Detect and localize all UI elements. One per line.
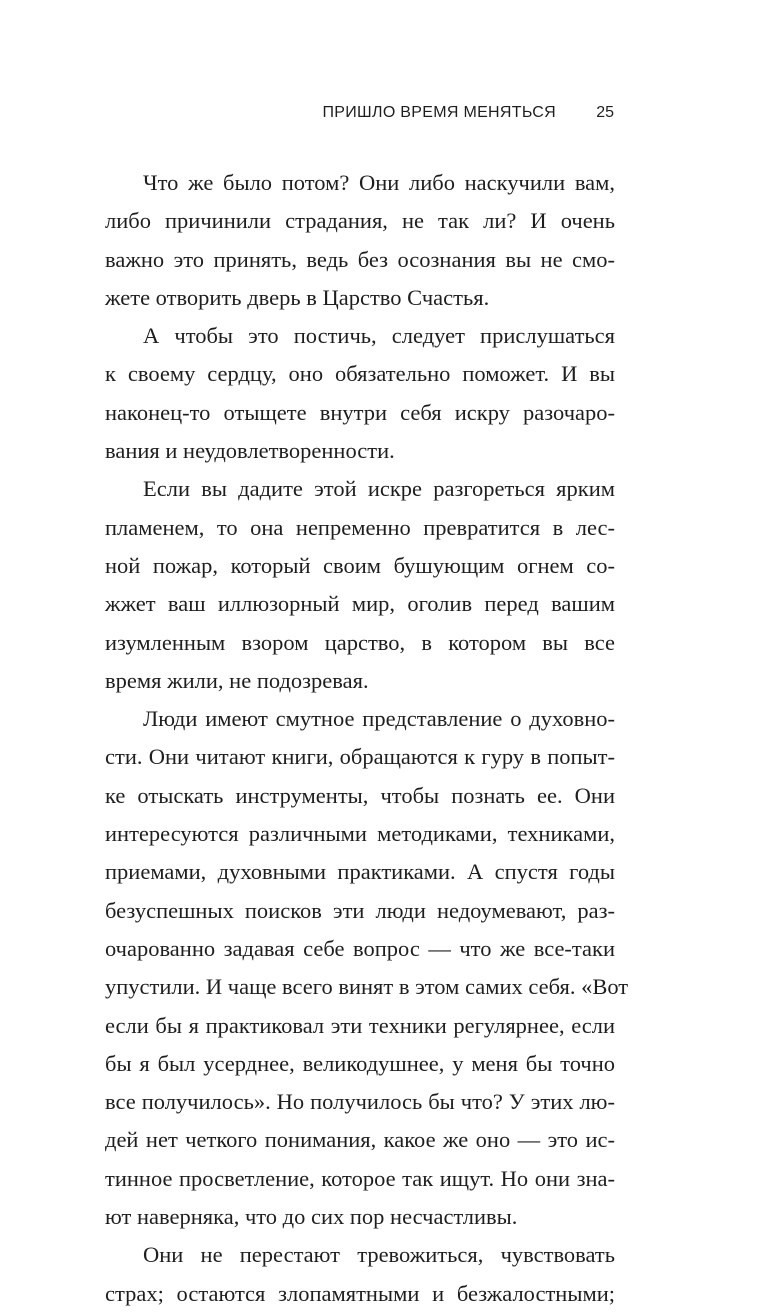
body-text [105, 164, 629, 1313]
text-line: изумленным взором царство, в котором вы все [105, 629, 615, 655]
text-line: приемами, духовными практиками. А спустя годы [105, 859, 615, 885]
running-head [0, 101, 768, 125]
text-line: пламенем, то она непременно превратится в лес- [105, 514, 615, 540]
text-line: ной пожар, который своим бушующим огнем со- [105, 552, 615, 578]
page-number: 25 [596, 104, 614, 121]
text-line: к своему сердцу, оно обязательно поможет. И вы [105, 361, 615, 387]
text-line: вания и неудовлетворенности. [105, 438, 395, 464]
text-line: либо причинили страдания, не так ли? И очень [105, 208, 615, 234]
text-line: все получилось». Но получилось бы что? У этих лю- [105, 1089, 615, 1115]
text-line: сти. Они читают книги, обращаются к гуру в попыт- [105, 744, 615, 770]
text-line: важно это принять, ведь без осознания вы не смо- [105, 246, 615, 272]
text-line: Если вы дадите этой искре разгореться ярким [143, 476, 615, 502]
text-line: дей нет четкого понимания, какое же оно — это ис- [105, 1127, 615, 1153]
text-line: жжет ваш иллюзорный мир, оголив перед вашим [105, 591, 615, 617]
text-line: страх; остаются злопамятными и безжалостными; [105, 1280, 615, 1306]
text-line: тинное просветление, которое так ищут. Но они зна- [105, 1165, 615, 1191]
text-line: безуспешных поисков эти люди недоумевают, раз- [105, 897, 615, 923]
text-line: если бы я практиковал эти техники регулярнее, если [105, 1012, 615, 1038]
text-line: Они не перестают тревожиться, чувствовать [143, 1242, 615, 1268]
text-line: бы я был усерднее, великодушнее, у меня бы точно [105, 1050, 615, 1076]
text-line: упустили. И чаще всего винят в этом самих себя. «Вот [105, 974, 629, 1000]
text-line: жете отворить дверь в Царство Счастья. [105, 284, 490, 310]
text-line: наконец-то отыщете внутри себя искру разочаро- [105, 399, 615, 425]
running-title: ПРИШЛО ВРЕМЯ МЕНЯТЬСЯ [322, 104, 556, 121]
text-line: А чтобы это постичь, следует прислушаться [143, 323, 615, 349]
text-line: Люди имеют смутное представление о духовно- [143, 706, 615, 732]
text-line: очарованно задавая себе вопрос — что же все-таки [105, 935, 615, 961]
text-line: интересуются различными методиками, техниками, [105, 821, 615, 847]
text-line: время жили, не подозревая. [105, 667, 369, 693]
text-line: ют наверняка, что до сих пор несчастливы. [105, 1204, 518, 1230]
text-line: Что же было потом? Они либо наскучили вам, [143, 170, 615, 195]
text-line: ке отыскать инструменты, чтобы познать ее. Они [105, 782, 615, 808]
